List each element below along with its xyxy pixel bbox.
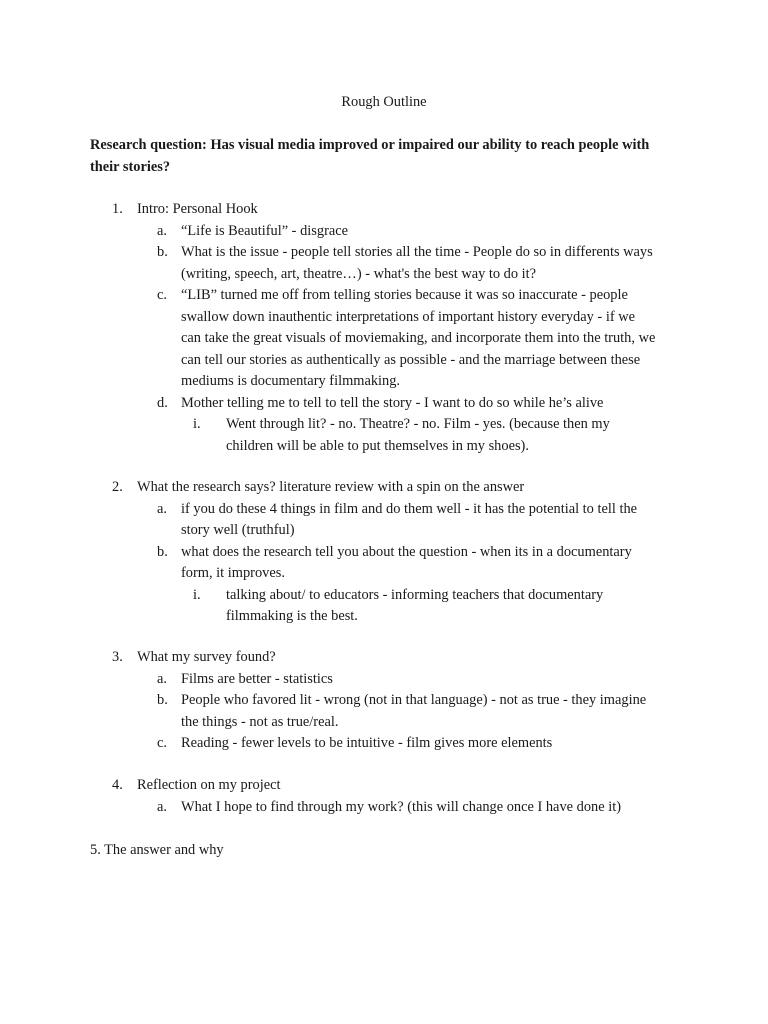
item-marker: b. (157, 244, 168, 260)
section-number: 1. (112, 201, 123, 217)
subitem-text-line: talking about/ to educators - informing teachers that documentary (226, 586, 604, 603)
item-text-line: swallow down inauthentic interpretations of important history everyday - if we (181, 308, 635, 325)
research-question (90, 135, 690, 178)
research-question-line: their stories? (90, 158, 171, 175)
page-title: Rough Outline (341, 94, 427, 110)
item-marker: c. (157, 287, 167, 303)
item-text-line: What I hope to find through my work? (this will change once I have done it) (181, 798, 621, 815)
subitem-text-line: children will be able to put themselves in my shoes). (226, 437, 529, 454)
item-text-line: the things - not as true/real. (181, 713, 339, 730)
item-text-line: What is the issue - people tell stories all the time - People do so in differents ways (181, 244, 653, 260)
final-section-line: 5. The answer and why (90, 842, 224, 858)
research-question-line: Research question: Has visual media improved or impaired our ability to reach people with (90, 137, 650, 153)
section-heading: Reflection on my project (137, 777, 281, 793)
item-text-line: form, it improves. (181, 565, 285, 581)
item-marker: d. (157, 394, 168, 411)
section-heading: What the research says? literature review with a spin on the answer (137, 479, 525, 495)
item-text-line: People who favored lit - wrong (not in that language) - not as true - they imagine (181, 692, 647, 708)
item-text-line: can tell our stories as authentically as possible - and the marriage between these (181, 351, 641, 368)
item-text-line: “LIB” turned me off from telling stories because it was so inaccurate - people (181, 287, 628, 303)
item-marker: a. (157, 798, 167, 815)
section-number: 3. (112, 649, 123, 665)
section-number: 2. (112, 479, 123, 495)
item-marker: c. (157, 735, 167, 751)
subitem-text-line: Went through lit? - no. Theatre? - no. Film - yes. (because then my (226, 416, 610, 432)
item-marker: a. (157, 670, 167, 687)
item-marker: b. (157, 543, 168, 560)
item-text-line: mediums is documentary filmmaking. (181, 373, 401, 389)
item-text-line: story well (truthful) (181, 522, 295, 538)
subitem-text-line: filmmaking is the best. (226, 608, 358, 624)
item-text-line: (writing, speech, art, theatre…) - what's the best way to do it? (181, 265, 537, 282)
item-marker: a. (157, 222, 167, 239)
item-marker: b. (157, 692, 168, 708)
item-text-line: “Life is Beautiful” - disgrace (181, 222, 349, 239)
item-marker: a. (157, 500, 167, 517)
subitem-marker: i. (193, 416, 201, 432)
subitem-marker: i. (193, 586, 201, 603)
section-number: 4. (112, 777, 123, 793)
item-text-line: can take the great visuals of moviemaking, and incorporate them into the truth, we (181, 330, 656, 346)
item-text-line: what does the research tell you about the question - when its in a documentary (181, 543, 632, 560)
section-heading: What my survey found? (137, 649, 276, 665)
item-text-line: Films are better - statistics (181, 670, 333, 687)
item-text-line: Mother telling me to tell to tell the story - I want to do so while he’s alive (181, 394, 604, 411)
item-text-line: if you do these 4 things in film and do them well - it has the potential to tell the (181, 500, 638, 517)
section-heading: Intro: Personal Hook (137, 201, 258, 217)
item-text-line: Reading - fewer levels to be intuitive - film gives more elements (181, 735, 553, 751)
